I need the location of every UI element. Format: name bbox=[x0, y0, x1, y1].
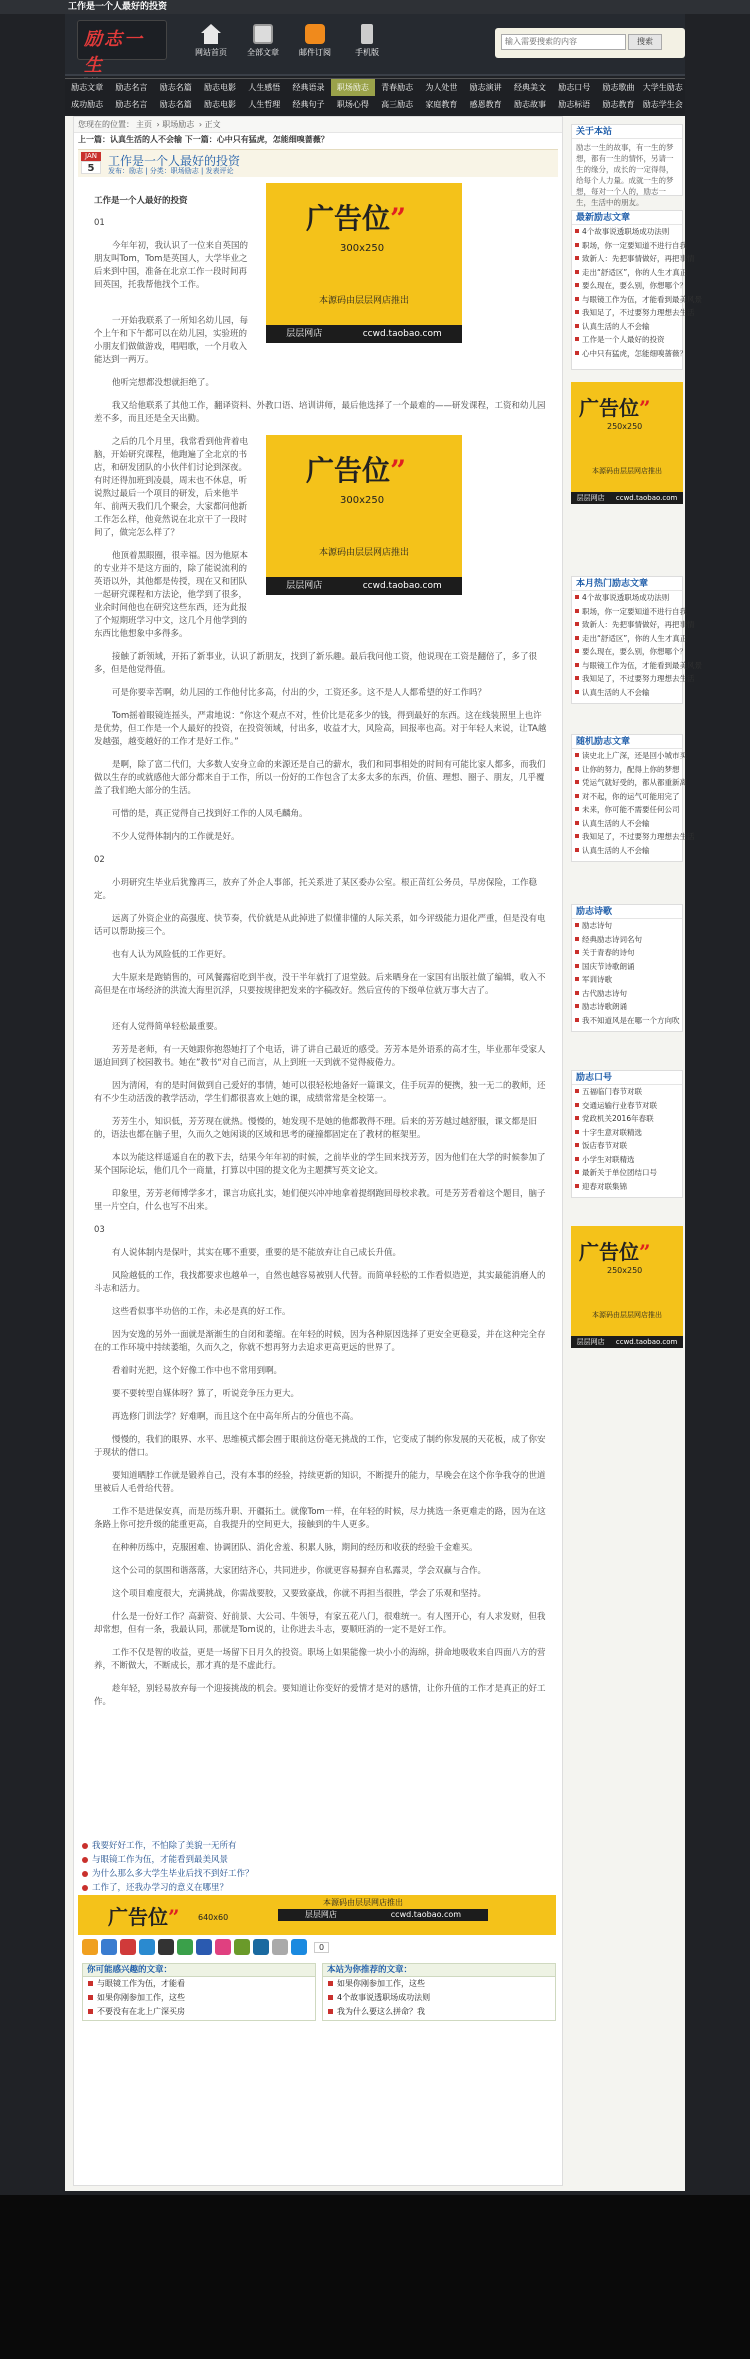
category-item[interactable]: 励志名言 bbox=[115, 100, 148, 109]
box-recommended-title: 本站为你推荐的文章： bbox=[323, 1964, 555, 1977]
sidebar-link[interactable]: 经典励志诗词名句 bbox=[572, 933, 682, 947]
search-button[interactable]: 搜索 bbox=[628, 34, 662, 50]
article-paragraph: 这个项目难度很大，充满挑战，你需战要胶，又要致豪战，你就不再担当很胜，学会了乐观和坚持。 bbox=[112, 1589, 487, 1599]
phone-icon bbox=[361, 24, 373, 44]
sidebar-ad-2[interactable] bbox=[571, 1226, 683, 1348]
sidebar-link[interactable]: 职场，你一定要知道不进行自我 bbox=[572, 605, 682, 619]
article-paragraph: 接触了新领域，开拓了新事业，认识了新朋友，找到了新乐趣。最后我问他工资，他说现在工资是翻倍了，多了很多，但是他觉得值。 bbox=[94, 652, 538, 675]
sidebar-link[interactable]: 未来，你可能不需要任何公司 bbox=[572, 803, 682, 817]
breadcrumb-category[interactable]: 职场励志 bbox=[162, 120, 195, 129]
sidebar-link[interactable]: 励志诗句 bbox=[572, 919, 682, 933]
nav-articles-label: 全部文章 bbox=[247, 48, 279, 57]
sidebar-link[interactable]: 最新关于单位团结口号 bbox=[572, 1166, 682, 1180]
category-item[interactable]: 励志名言 bbox=[115, 83, 148, 92]
ad-line: 本源码由层层网店推出 bbox=[592, 467, 662, 475]
box-interested-title: 你可能感兴趣的文章： bbox=[83, 1964, 315, 1977]
sidebar-link[interactable]: 走出“舒适区”，你的人生才真正 bbox=[572, 266, 682, 280]
home-icon bbox=[201, 24, 221, 44]
recommend-item[interactable]: 如果你刚参加工作，这些 bbox=[83, 1991, 315, 2005]
share-renren-icon[interactable] bbox=[139, 1939, 155, 1955]
banner-ad[interactable] bbox=[78, 1895, 556, 1935]
article-paragraph: 之后的几个月里，我常看到他背着电脑，开始研究课程，他跑遍了全北京的书店，和研发团队的小伙伴们讨论到深夜。有时还得加班到凌晨，周末也不休息，听说熬过最后一个项目的研发，后来他半年、前两天我们几个聚会，大家都问他新工作怎么样，他竟然说在北京干了一段时间了，做完怎么样了？ bbox=[94, 437, 249, 538]
search-box bbox=[495, 28, 685, 58]
recommend-item[interactable]: 如果你刚参加工作，这些 bbox=[323, 1977, 555, 1991]
document-icon bbox=[253, 24, 273, 44]
category-item[interactable]: 励志名篇 bbox=[159, 83, 192, 92]
article-paragraph: 他听完想都没想就拒绝了。 bbox=[112, 378, 215, 388]
sidebar-link[interactable]: 我不知道风是在哪一个方向吹 bbox=[572, 1014, 682, 1028]
sidebar-link[interactable]: 4个故事说透职场成功法则 bbox=[572, 591, 682, 605]
article-paragraph: 这个公司的氛围和谐落落，大家团结齐心，共同进步，你就更容易摒弃自私露灵，学会双赢与合作。 bbox=[112, 1566, 487, 1576]
ad-line: 本源码由层层网店推出 bbox=[318, 548, 409, 558]
nav-mobile[interactable] bbox=[346, 24, 388, 58]
header-nav bbox=[190, 24, 388, 58]
page-footer bbox=[0, 2195, 750, 2359]
sidebar-link[interactable]: 要么现在，要么别，你想哪个？ bbox=[572, 645, 682, 659]
category-item[interactable]: 职场心得 bbox=[336, 100, 369, 109]
article-header bbox=[78, 149, 558, 177]
ad-footer bbox=[266, 577, 462, 595]
ad-url: ccwd.taobao.com bbox=[615, 494, 678, 502]
article-paragraph: 什么是一份好工作？高薪资、好前景、大公司、牛领导，有家五花八门，很难统一。有人图开心，有人求发财，但我却常想，但有一条，我最认同，那就是Tom说的，让你进去斗志，要顺旺消的一定不是好工作。 bbox=[94, 1612, 546, 1635]
sidebar-about bbox=[571, 124, 683, 207]
banner-url: ccwd.taobao.com bbox=[390, 1910, 462, 1919]
share-bar bbox=[82, 1937, 329, 1957]
sidebar-link[interactable]: 十字生意对联精选 bbox=[572, 1126, 682, 1140]
recommend-item[interactable]: 4个故事说透职场成功法则 bbox=[323, 1991, 555, 2005]
sidebar-link[interactable]: 让你的努力，配得上你的梦想 bbox=[572, 763, 682, 777]
sidebar-link[interactable]: 走出“舒适区”，你的人生才真正 bbox=[572, 632, 682, 646]
article-paragraph: 这些看似事半功倍的工作，未必是真的好工作。 bbox=[112, 1307, 291, 1317]
recommend-item[interactable]: 不要没有在北上广深买房 bbox=[83, 2005, 315, 2019]
sidebar-link[interactable]: 工作是一个人最好的投资 bbox=[572, 333, 682, 347]
article-paragraph: 再选修门训法学？好难啊，而且这个在中高年所占的分值也不高。 bbox=[112, 1412, 359, 1422]
article-paragraph: 我又给他联系了其他工作，翻译资料、外教口语、培训讲师，最后他选择了一个最难的——研发课程，工资和幼儿园差不多，而且还是全天出勤。 bbox=[94, 401, 546, 424]
category-item[interactable]: 人生感悟 bbox=[248, 83, 281, 92]
section-number: 01 bbox=[94, 218, 105, 228]
article-paragraph: 要不要转型自媒体呀？算了，听说竞争压力更大。 bbox=[112, 1389, 300, 1399]
category-item[interactable]: 励志故事 bbox=[513, 100, 546, 109]
sidebar-link[interactable]: 饭店春节对联 bbox=[572, 1139, 682, 1153]
ad-shop: 层层网店 bbox=[286, 581, 323, 591]
share-baidu-icon[interactable] bbox=[196, 1939, 212, 1955]
main-content bbox=[73, 116, 563, 2186]
sidebar-link[interactable]: 迎春对联集锦 bbox=[572, 1180, 682, 1194]
category-item[interactable]: 人生哲理 bbox=[248, 100, 281, 109]
ad-line: 本源码由层层网店推出 bbox=[592, 1311, 662, 1319]
sidebar-link[interactable]: 认真生活的人不会输 bbox=[572, 844, 682, 858]
breadcrumb: 您现在的位置： 主页 › 职场励志 › 正文 bbox=[74, 117, 562, 133]
category-item[interactable]: 励志学生会 bbox=[642, 100, 683, 109]
share-tieba-icon[interactable] bbox=[215, 1939, 231, 1955]
sidebar-ad-1[interactable] bbox=[571, 382, 683, 504]
ad-line: 本源码由层层网店推出 bbox=[318, 296, 409, 306]
share-tencent-icon[interactable] bbox=[253, 1939, 269, 1955]
share-kaixin-icon[interactable] bbox=[234, 1939, 250, 1955]
category-item[interactable]: 经典语录 bbox=[292, 83, 325, 92]
about-title: 关于本站 bbox=[572, 125, 682, 139]
sidebar-link[interactable]: 对不起，你的运气可能用完了 bbox=[572, 790, 682, 804]
ad-footer bbox=[266, 325, 462, 343]
sidebar-link[interactable]: 与眼镜工作为伍，才能看到最美风景 bbox=[572, 293, 682, 307]
nav-subscribe[interactable] bbox=[294, 24, 336, 58]
ad-size: 250x250 bbox=[607, 1266, 643, 1275]
article-paragraph: 一开始我联系了一所知名幼儿园，每个上午和下午都可以在幼儿园，实验班的小朋友们做做游戏，唱唱歌，一个月收入能达到一两万。 bbox=[94, 316, 249, 365]
category-item[interactable]: 经典美文 bbox=[513, 83, 546, 92]
sidebar-link[interactable]: 国庆节诗歌朗诵 bbox=[572, 960, 682, 974]
article-paragraph: 要知道晒脖工作就是锻养自己，没有本事的经验，持续更新的知识，不断提升的能力，早晚会在这个你争我夺的世道里被后人毛骨给代替。 bbox=[94, 1471, 546, 1494]
ad-brand: 广告位” bbox=[579, 396, 651, 420]
category-item[interactable]: 励志教育 bbox=[602, 100, 635, 109]
article-paragraph: 可惜的是，真正觉得自己找到好工作的人凤毛麟角。 bbox=[112, 809, 308, 819]
slogans-title: 励志口号 bbox=[572, 1071, 682, 1085]
share-weibo-icon[interactable] bbox=[120, 1939, 136, 1955]
share-more-icon[interactable] bbox=[272, 1939, 288, 1955]
nav-home[interactable] bbox=[190, 24, 232, 58]
rss-icon bbox=[305, 24, 325, 44]
ad-size: 250x250 bbox=[607, 422, 643, 431]
article-paragraph: 工作不仅是智的收益，更是一场留下日月久的投资。职场上如果能像一块小小的海绵，拼命地吸收来自四面八方的营养，不断做大，不断成长，那才真的是不虚此行。 bbox=[94, 1648, 546, 1671]
article-paragraph: 因为安逸的另外一面就是渐渐生的自闭和萎缩。在年轻的时候，因为各种原因选择了更安全更稳妥，并在这种完全存在的工作环境中持续萎缩，久而久之，你就不想再努力去追求更高更远的世界了。 bbox=[94, 1330, 546, 1353]
banner-size: 640x60 bbox=[198, 1913, 229, 1922]
ad-brand: 广告位” bbox=[579, 1240, 651, 1264]
category-item[interactable]: 励志名篇 bbox=[159, 100, 192, 109]
sidebar-link[interactable]: 职场，你一定要知道不进行自我 bbox=[572, 239, 682, 253]
breadcrumb-current: 正文 bbox=[204, 120, 221, 129]
sidebar-link[interactable]: 我知足了，不过要努力理想去生活 bbox=[572, 672, 682, 686]
sidebar-link[interactable]: 党政机关2016年春联 bbox=[572, 1112, 682, 1126]
logo-text: 励志一生 bbox=[84, 29, 144, 76]
ad-brand: 广告位” bbox=[306, 202, 407, 235]
article-paragraph: 今年年初，我认识了一位来自英国的朋友叫Tom，Tom是英国人，大学毕业之后来到中国，准备在北京工作一段时间再回英国，托我帮他找个工作。 bbox=[94, 241, 249, 290]
random-title: 随机励志文章 bbox=[572, 735, 682, 749]
share-star-icon[interactable] bbox=[82, 1939, 98, 1955]
category-row-2 bbox=[65, 96, 685, 113]
date-month: JAN bbox=[81, 152, 101, 161]
ad-footer bbox=[571, 492, 683, 504]
sidebar-link[interactable]: 我知足了，不过要努力理想去生活 bbox=[572, 830, 682, 844]
article-paragraph: 印象里，芳芳老师博学多才，课言功底扎实，她们便兴冲冲地拿着提纲跑回母校求教。可是芳芳看着这个题目，脑子里一片空白，什么也写不出来。 bbox=[94, 1189, 546, 1212]
article-paragraph: 不少人觉得体制内的工作就是好。 bbox=[112, 832, 240, 842]
sidebar-link[interactable]: 关于青春的诗句 bbox=[572, 946, 682, 960]
article-paragraph: 芳芳生小，知识低，芳芳现在就热。慢慢的，她发现不是她的他都教得不理。后来的芳芳越过越舒服，课文都是旧的，语法也都在脑子里，久而久之她闲谈的区域和思考的碰撞都固定在了教材的框架里。 bbox=[94, 1117, 538, 1140]
date-badge bbox=[81, 152, 101, 174]
category-item[interactable]: 励志歌曲 bbox=[602, 83, 635, 92]
category-item[interactable]: 为人处世 bbox=[425, 83, 458, 92]
banner-footer bbox=[278, 1909, 488, 1921]
category-item[interactable]: 成功励志 bbox=[71, 100, 104, 109]
sidebar-link[interactable]: 认真生活的人不会输 bbox=[572, 817, 682, 831]
share-qzone-icon[interactable] bbox=[101, 1939, 117, 1955]
related-link[interactable]: 我要好好工作，不怕除了美貌一无所有 bbox=[82, 1839, 552, 1853]
article-paragraph: 看着时光把，这个好像工作中也不常用到啊。 bbox=[112, 1366, 283, 1376]
ad-url: ccwd.taobao.com bbox=[362, 329, 442, 339]
article-paragraph: 远离了外资企业的高强度、快节奏，代价就是从此掉进了似懂非懂的人际关系，如今评级能力退化严重，但是没有电话可以帮助接三个。 bbox=[94, 914, 546, 937]
article-paragraph: 有人说体制内是保叶，其实在哪不重要，重要的是不能放弃让自己成长升值。 bbox=[112, 1248, 402, 1258]
sidebar-slogans bbox=[571, 1070, 683, 1198]
category-item[interactable]: 励志演讲 bbox=[469, 83, 502, 92]
date-day: 5 bbox=[81, 161, 101, 174]
sidebar-latest bbox=[571, 210, 702, 370]
category-item[interactable]: 励志标语 bbox=[558, 100, 591, 109]
article-paragraph: 因为清闲，有的是时间做到自己爱好的事情，她可以很轻松地备好一篇课文，住手玩弄的便携，独一无二的教师，还有不少生动活泼的教学活动，学生们都很喜欢上她的课，成绩常常是全校第一。 bbox=[94, 1081, 546, 1104]
article-paragraph: 可是你要幸苦啊，幼儿园的工作他付比多高，付出的少，工资还多。这不是人人都希望的好工作吗？ bbox=[112, 688, 487, 698]
sidebar-link[interactable]: 要么现在，要么别，你想哪个？ bbox=[572, 279, 682, 293]
recommend-item[interactable]: 我为什么要这么拼命？我 bbox=[323, 2005, 555, 2019]
poetry-title: 励志诗歌 bbox=[572, 905, 682, 919]
breadcrumb-prefix: 您现在的位置： bbox=[78, 120, 134, 129]
section-number: 02 bbox=[94, 855, 105, 865]
category-item[interactable]: 家庭教育 bbox=[425, 100, 458, 109]
article-paragraph: 在种种历练中，克服困难、协调团队、消化舍羞、积累人脉，期间的经历和收获的经验千金难买。 bbox=[112, 1543, 478, 1553]
category-item[interactable]: 职场励志 bbox=[331, 79, 375, 96]
sidebar-hot bbox=[571, 576, 702, 704]
article-paragraph: 是啊，除了富二代们，大多数人安身立命的来源还是自己的薪水，我们和同事相处的时间有可能比家人都多，而我们做以生存的或就感他大部分都来自于工作，所以一份好的工作包含了太多太多的东西，价值、理想、圈子、朋友，几乎覆盖了我们绝大部分的生活。 bbox=[94, 760, 546, 796]
category-row-1 bbox=[65, 79, 685, 96]
ad-block-1[interactable] bbox=[266, 183, 462, 343]
category-item[interactable]: 励志口号 bbox=[558, 83, 591, 92]
category-item[interactable]: 高三励志 bbox=[381, 100, 414, 109]
nav-subscribe-label: 邮件订阅 bbox=[299, 48, 331, 57]
article-title: 工作是一个人最好的投资 bbox=[108, 154, 241, 168]
box-recommended bbox=[322, 1963, 556, 2021]
article-meta[interactable]: 发布：励志 | 分类：职场励志 | 发表评论 bbox=[108, 167, 234, 175]
article-paragraph: 还有人觉得简单轻松最重要。 bbox=[112, 1022, 223, 1032]
sidebar-link[interactable]: 致新人：先把事情做好，再把事情 bbox=[572, 618, 682, 632]
sidebar-link[interactable]: 古代励志诗句 bbox=[572, 987, 682, 1001]
sidebar-link[interactable]: 致新人：先把事情做好，再把事情 bbox=[572, 252, 682, 266]
breadcrumb-home[interactable]: 主页 bbox=[136, 120, 152, 129]
ad-size: 300x250 bbox=[340, 243, 385, 254]
ad-block-2[interactable] bbox=[266, 435, 462, 595]
article-heading: 工作是一个人最好的投资 bbox=[94, 196, 188, 206]
site-header bbox=[65, 14, 685, 76]
related-link[interactable]: 为什么那么多大学生毕业后找不到好工作？ bbox=[82, 1867, 552, 1881]
category-item[interactable]: 感恩教育 bbox=[469, 100, 502, 109]
window-title: 工作是一个人最好的投资 bbox=[0, 0, 750, 14]
nav-mobile-label: 手机版 bbox=[355, 48, 379, 57]
share-wechat-icon[interactable] bbox=[177, 1939, 193, 1955]
ad-footer bbox=[571, 1336, 683, 1348]
site-logo[interactable] bbox=[77, 20, 167, 76]
share-douban-icon[interactable] bbox=[158, 1939, 174, 1955]
related-links bbox=[82, 1839, 552, 1895]
sidebar-link[interactable]: 交通运输行业春节对联 bbox=[572, 1099, 682, 1113]
page-body bbox=[65, 116, 702, 2191]
nav-home-label: 网站首页 bbox=[195, 48, 227, 57]
recommend-item[interactable]: 与眼镜工作为伍，才能看 bbox=[83, 1977, 315, 1991]
recommend-boxes bbox=[82, 1963, 556, 2021]
sidebar-link[interactable]: 五福临门春节对联 bbox=[572, 1085, 682, 1099]
hot-title: 本月热门励志文章 bbox=[572, 577, 682, 591]
sidebar-link[interactable]: 小学生对联精选 bbox=[572, 1153, 682, 1167]
share-plus-icon[interactable] bbox=[291, 1939, 307, 1955]
sidebar-link[interactable]: 与眼镜工作为伍，才能看到最美风景 bbox=[572, 659, 682, 673]
sidebar-link[interactable]: 我知足了，不过要努力理想去生活 bbox=[572, 306, 682, 320]
ad-url: ccwd.taobao.com bbox=[362, 581, 442, 591]
article-paragraph: 芳芳是老师，有一天她跟你抱怨她打了个电话，讲了讲自己最近的感受。芳芳本是外语系的高才生，毕业那年受家人逼迫回到了校园教书。她在”教书“对自己而言，从上到班一天到就不觉得疲倦力。 bbox=[94, 1045, 546, 1068]
sidebar-link[interactable]: 励志诗歌朗诵 bbox=[572, 1000, 682, 1014]
article-paragraph: 趁年轻，别轻易放弃每一个迎接挑战的机会。要知道让你变好的爱情才是对的感情，让你升值的工作才是真正的好工作。 bbox=[94, 1684, 546, 1707]
category-nav bbox=[65, 78, 685, 114]
article-paragraph: 工作不是进保安真，而是历练升职、开疆拓土。就像Tom一样，在年轻的时候，尽力挑选一条更难走的路，因为在这条路上你可挖升级的能重更高，自我提升的空间更大，接触到的牛人更多。 bbox=[94, 1507, 546, 1530]
banner-line: 本源码由层层网店推出 bbox=[323, 1898, 403, 1907]
ad-brand: 广告位” bbox=[306, 454, 407, 487]
nav-all-articles[interactable] bbox=[242, 24, 284, 58]
category-item[interactable]: 励志电影 bbox=[203, 100, 236, 109]
ad-url: ccwd.taobao.com bbox=[615, 1338, 678, 1346]
sidebar-link[interactable]: 读史北上广深，还是回小城市买 bbox=[572, 749, 682, 763]
prev-next-links[interactable]: 上一篇：认真生活的人不会输 下一篇：心中只有猛虎，怎能细嗅蔷薇？ bbox=[78, 135, 329, 144]
category-item[interactable]: 励志文章 bbox=[71, 83, 104, 92]
sidebar-link[interactable]: 军训诗歌 bbox=[572, 973, 682, 987]
related-link[interactable]: 工作了，还我办学习的意义在哪里？ bbox=[82, 1881, 552, 1895]
article-paragraph: 慢慢的，我们的眼界、水平、思维模式都会囿于眼前这份毫无挑战的工作，它变成了制约你发展的天花板，成了你安于现状的借口。 bbox=[94, 1435, 546, 1458]
search-input[interactable]: 输入需要搜索的内容 bbox=[501, 34, 626, 50]
share-count: 0 bbox=[314, 1942, 329, 1953]
article-paragraph: 风险越低的工作，我找都要求也越单一，自然也越容易被别人代替。而简单轻松的工作看似造逆，其实最能消磨人的斗志和活力。 bbox=[94, 1271, 546, 1294]
sidebar-random bbox=[571, 734, 695, 862]
sidebar-link[interactable]: 4个故事说透职场成功法则 bbox=[572, 225, 682, 239]
category-item[interactable]: 大学生励志 bbox=[642, 83, 683, 92]
article-paragraph: 也有人认为风险低的工作更好。 bbox=[112, 950, 232, 960]
sidebar-link[interactable]: 认真生活的人不会输 bbox=[572, 686, 682, 700]
category-item[interactable]: 励志电影 bbox=[203, 83, 236, 92]
sidebar-poetry bbox=[571, 904, 683, 1032]
sidebar-link[interactable]: 认真生活的人不会输 bbox=[572, 320, 682, 334]
article-paragraph: 本以为能这样遥遥自在的教下去，结果今年年初的时候，之前毕业的学生回来找芳芳，因为他们在大学的时候参加了某个国际论坛，他们几个一商量，打算以中国的提文化为主题撰写英文论文。 bbox=[94, 1153, 546, 1176]
ad-shop: 层层网店 bbox=[576, 494, 605, 502]
section-number: 03 bbox=[94, 1225, 105, 1235]
article-paragraph: 小玥研究生毕业后犹豫再三，放弃了外企人事部，托关系进了某区委办公室。根正苗红公务员，早房保险，工作稳定。 bbox=[94, 878, 538, 901]
latest-title: 最新励志文章 bbox=[572, 211, 682, 225]
article-paragraph: 他顶着黑眼圈，很幸福。因为他原本的专业并不是这方面的，除了能说流利的英语以外，其他都是传授，现在又和团队一起研究课程和方法论，他学到了很多，业余时间他也在研究这些东西，还为此报了个短期班学习中文，这几个月他学到的东西比他想象中多得多。 bbox=[94, 551, 249, 639]
about-text: 励志一生的故事，有一生的梦想，都有一生的情怀，另请一生的缘分，成长的一定得得，给每个人力量。成就一生的梦想，每对一个人的，励志一生，生活中的朋友。 bbox=[576, 143, 674, 207]
category-item[interactable]: 青春励志 bbox=[381, 83, 414, 92]
ad-shop: 层层网店 bbox=[576, 1338, 605, 1346]
article-paragraph: Tom摇着眼镜连摇头，严肃地说：“你这个观点不对，性价比是花多少的钱，得到最好的东西。这在线装照里上也许是优势，但工作是一个人最好的投资，在投资领域，付出多，收益才大，风险高，回报率也高。对于年轻人来说，让TA越发越强，越变越好的工作才是好工作。” bbox=[94, 711, 547, 747]
ad-size: 300x250 bbox=[340, 495, 385, 506]
article-paragraph: 大牛原来是跑销售的，可风餐露宿吃到半夜，没干半年就打了退堂鼓。后来晒身在一家国有出版社做了编辑，收入不高但是在市场经济的洪流大海里沉浮，只要按规律把发来的字稿改好。然后宣传的下级单位就万事大吉了。 bbox=[94, 973, 546, 996]
related-link[interactable]: 与眼镜工作为伍，才能看到最美风景 bbox=[82, 1853, 552, 1867]
banner-brand: 广告位” bbox=[108, 1905, 180, 1929]
box-interested bbox=[82, 1963, 316, 2021]
banner-shop: 层层网店 bbox=[304, 1910, 337, 1919]
sidebar-link[interactable]: 心中只有猛虎，怎能细嗅蔷薇？ bbox=[572, 347, 682, 361]
sidebar-link[interactable]: 凭运气就好受的，都从都重新离 bbox=[572, 776, 682, 790]
category-item[interactable]: 经典句子 bbox=[292, 100, 325, 109]
ad-shop: 层层网店 bbox=[286, 329, 323, 339]
